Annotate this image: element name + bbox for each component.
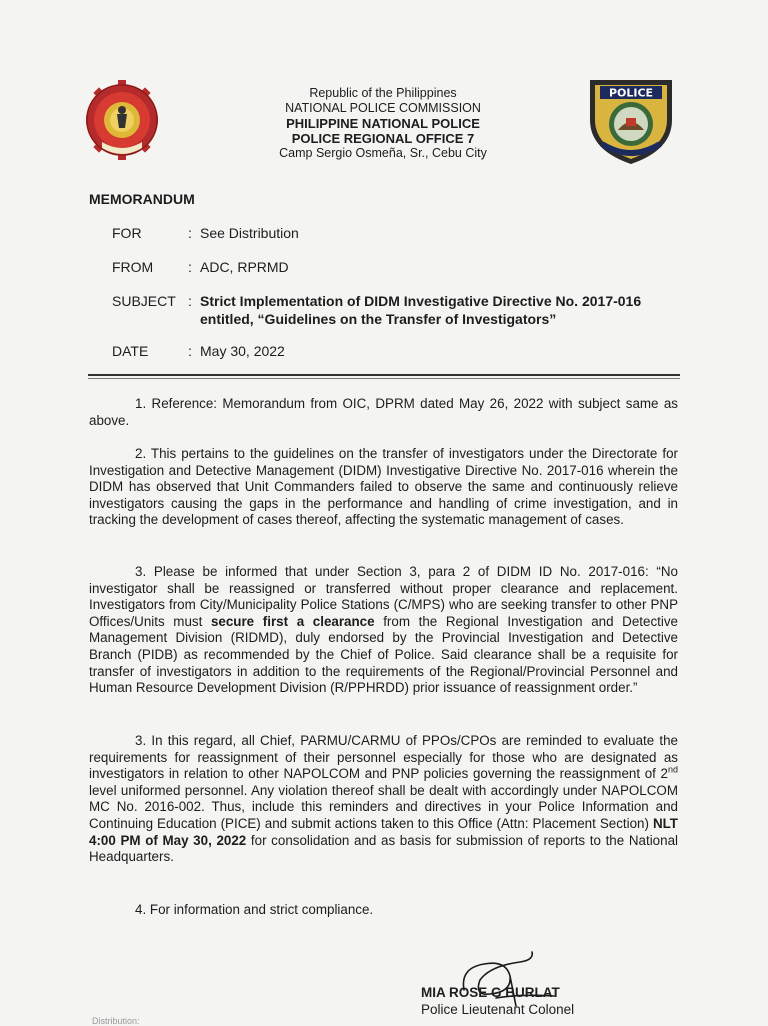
subject-line-1: Strict Implementation of DIDM Investigative Directive No. 2017-016 — [200, 293, 642, 309]
letterhead-republic: Republic of the Philippines — [309, 86, 457, 100]
for-colon: : — [188, 225, 192, 241]
subject-label: SUBJECT — [112, 293, 176, 309]
svg-text:POLICE: POLICE — [608, 86, 654, 100]
letterhead — [230, 86, 536, 161]
distribution-label: Distribution: — [92, 1016, 140, 1026]
letterhead-napolcom: NATIONAL POLICE COMMISSION — [285, 101, 481, 115]
police-region-seal-icon — [584, 74, 678, 166]
subject-value — [200, 292, 680, 328]
paragraph-5: 4. For information and strict compliance. — [135, 902, 374, 917]
letterhead-pnp: PHILIPPINE NATIONAL POLICE — [286, 116, 480, 131]
paragraph-3-bold: secure first a clearance — [210, 613, 375, 629]
paragraph-3-part-b: from the Regional Investigation and Detective Management Division (RIDMD), duly endorsed by the Provincial Investigation and Detective Branch (PIDB) as recommended by the Chief of Police. Said clearance shall be a requisite for transfer of investigators in addition to the requirements of the Regional/Provincial Personnel and Human Resource Development Division (R/PPHRDD) prior issuance of reassignment order.” — [89, 613, 678, 696]
paragraph-2: 2. This pertains to the guidelines on the transfer of investigators under the Directorate for Investigation and Detective Management (DIDM) Investigative Directive No. 2017-016 wherein the DIDM has observed that Unit Commanders failed to observe the same and continuously relieve investigators causing the gaps in the performance and handling of crime investigation, and in tracking the development of cases thereof, affecting the systematic management of cases. — [89, 446, 678, 528]
paragraph-4-part-c: for consolidation and as basis for submission of reports to the National Headquarters. — [89, 832, 678, 865]
header-divider — [88, 374, 680, 376]
signatory-title: Police Lieutenant Colonel — [421, 1002, 575, 1017]
pnp-seal-icon — [84, 76, 160, 168]
letterhead-address: Camp Sergio Osmeña, Sr., Cebu City — [279, 146, 487, 160]
for-value: See Distribution — [200, 225, 299, 241]
header-divider-thin — [88, 378, 680, 379]
paragraph-4-bold: NLT 4:00 PM of May 30, 2022 — [89, 815, 678, 848]
from-colon: : — [188, 259, 192, 275]
signatory-name: MIA ROSE G BURLAT — [421, 985, 560, 1000]
paragraph-4-part-a: 3. In this regard, all Chief, PARMU/CARMU of PPOs/CPOs are reminded to evaluate the requirements for reassignment of their personnel especially for those who are designated as investigators in relation to other NAPOLCOM and PNP policies governing the reassignment of 2 — [89, 733, 678, 782]
paragraph-4 — [89, 733, 678, 866]
paragraph-3 — [89, 564, 678, 697]
date-label: DATE — [112, 343, 149, 359]
from-value: ADC, RPRMD — [200, 259, 289, 275]
paragraph-4-superscript: nd — [667, 764, 678, 775]
memo-title: MEMORANDUM — [89, 191, 195, 207]
date-value: May 30, 2022 — [200, 343, 285, 359]
paragraph-1: 1. Reference: Memorandum from OIC, DPRM dated May 26, 2022 with subject same as above. — [89, 396, 678, 428]
subject-line-2: entitled, “Guidelines on the Transfer of Investigators” — [200, 311, 557, 327]
paragraph-3-part-a: 3. Please be informed that under Section 3, para 2 of DIDM ID No. 2017-016: “No investigator shall be reassigned or transferred without proper clearance and replacement. Investigators from City/Municipality Police Stations (C/MPS) who are seeking transfer to other PNP Offices/Units must — [89, 564, 678, 629]
for-label: FOR — [112, 225, 142, 241]
from-label: FROM — [112, 259, 154, 275]
letterhead-pro7: POLICE REGIONAL OFFICE 7 — [291, 131, 475, 146]
subject-colon: : — [188, 293, 192, 309]
date-colon: : — [188, 343, 192, 359]
paragraph-4-part-b: level uniformed personnel. Any violation thereof shall be dealt with accordingly under NAPOLCOM MC No. 2016-002. Thus, include this reminders and directives in your Police Information and Continuing Education (PICE) and submit actions taken to this Office (Attn: Placement Section) — [89, 782, 678, 831]
